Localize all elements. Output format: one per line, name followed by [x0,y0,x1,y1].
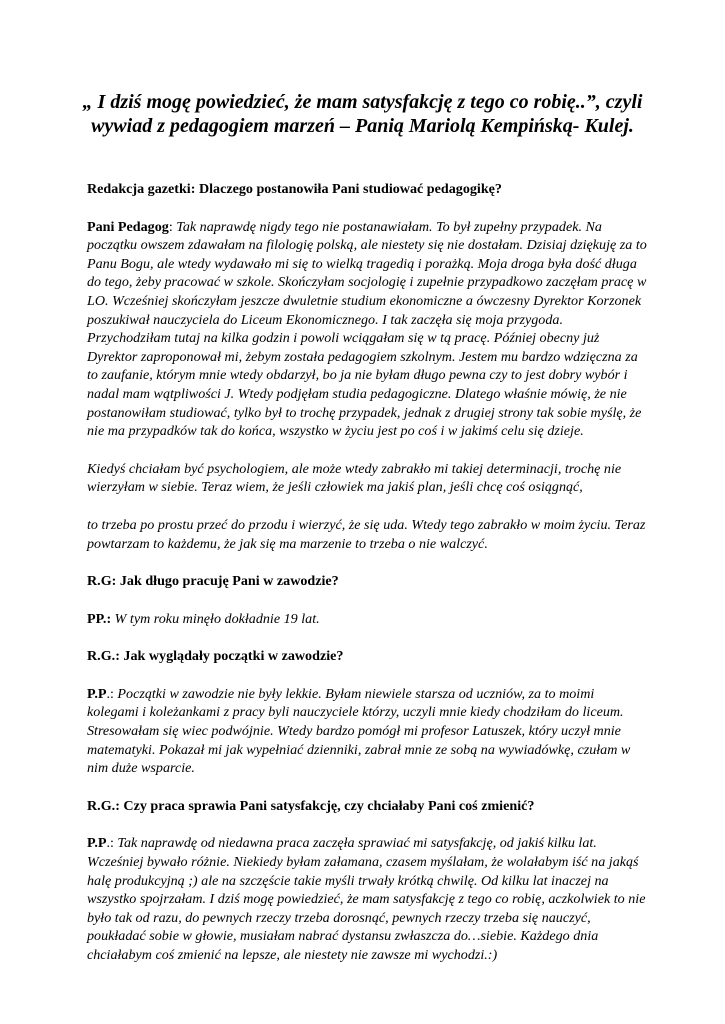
answer-2-speaker: PP.: [87,610,112,627]
answer-2 [87,610,647,629]
question-1: Redakcja gazetki: Dlaczego postanowiła Pani studiować pedagogikę? [87,181,502,197]
question-4: R.G.: Czy praca sprawia Pani satysfakcję, czy chciałaby Pani coś zmienić? [87,797,535,814]
answer-1-speaker: Pani Pedagog [87,218,169,235]
article-title: „ I dziś mogę powiedzieć, że mam satysfakcję z tego co robię..”, czyli wywiad z pedagogiem marzeń – Panią Mariolą Kempińską- Kulej. [82,91,643,137]
answer-4-text: Tak naprawdę od niedawna praca zaczęła sprawiać mi satysfakcję, od jakiś kilku lat. Wcześniej bywało różnie. Niekiedy byłam załamana, czasem myślałam, że wolałabym iść na jakąś halę produkcyjną ;) ale na szczęście takie myśli trwały krótką chwilę. Od kilku lat inaczej na wszystko spojrzałam. I dziś mogę powiedzieć, że mam satysfakcję z tego co robię, aczkolwiek to nie było tak od razu, do pewnych rzeczy trzeba dorosnąć, pewnych rzeczy trzeba się nauczyć, poukładać sobie w głowie, musiałam nabrać dystansu zwłaszcza do…siebie. Każdego dnia chciałabym coś zmienić na lepsze, ale niestety nie zawsze mi wychodzi.:) [87,835,646,963]
answer-4 [87,834,647,964]
answer-4-separator: .: [106,835,118,852]
answer-2-text: W tym roku minęło dokładnie 19 lat. [111,610,320,627]
answer-1-paragraph-2: Kiedyś chciałam być psychologiem, ale może wtedy zabrakło mi takiej determinacji, trochę nie wierzyłam w siebie. Teraz wiem, że jeśli człowiek ma jakiś plan, jeśli chcę coś osiągnąć, [87,460,622,496]
answer-1-separator: : [168,218,177,235]
answer-3-text: Początki w zawodzie nie były lekkie. Byłam niewiele starsza od uczniów, za to moimi kolegami i koleżankami z pracy byli nauczyciele którzy, uczyli mnie kiedy chodziłam do liceum. Stresowałam się wiec podwójnie. Wtedy bardzo pomógł mi profesor Latuszek, który uczył mnie matematyki. Pokazał mi jak wypełniać dzienniki, zabrał mnie ze sobą na wywiadówkę, czułam w nim duże wsparcie. [87,685,631,777]
answer-3 [87,685,647,778]
answer-1 [87,218,647,441]
answer-3-speaker: P.P [87,685,107,702]
answer-1-text: Tak naprawdę nigdy tego nie postanawiałam. To był zupełny przypadek. Na początku owszem zdawałam na filologię polską, ale niestety się nie dostałam. Dzisiaj dziękuję za to Panu Bogu, ale wtedy wydawało mi się to wielką tragedią i porażką. Moja droga była dość długa do tego, żeby pracować w szkole. Skończyłam socjologię i zupełnie przypadkowo zaczęłam pracę w LO. Wcześniej skończyłam jeszcze dwuletnie studium ekonomiczne a ówczesny Dyrektor Korzonek poszukiwał nauczyciela do Liceum Ekonomicznego. I tak zaczęła się moja przygoda. Przychodziłam tutaj na kilka godzin i powoli wciągałam się w tą pracę. Później obecny już Dyrektor zaproponował mi, żebym została pedagogiem szkolnym. Jestem mu bardzo wdzięczna za to zaufanie, którym mnie wtedy obdarzył, bo ja nie byłam długo pewna czy to jest dobry wybór i nadal mam wątpliwości J. Wtedy podjęłam studia pedagogiczne. Dlatego właśnie mówię, że nie postanowiłam studiować, tylko był to trochę przypadek, jednak z drugiej strony tak sobie myślę, że nie ma przypadków tak do końca, wszystko w życiu jest po coś i w jakimś celu się dzieje. [87,218,647,440]
question-2: R.G: Jak długo pracuję Pani w zawodzie? [87,573,339,590]
interview-body [87,180,647,965]
answer-1-paragraph-3: to trzeba po prostu przeć do przodu i wierzyć, że się uda. Wtedy tego zabrakło w moim życiu. Teraz powtarzam to każdemu, że jak się ma marzenie to trzeba o nie walczyć. [87,516,646,552]
answer-3-separator: .: [106,685,118,702]
question-3: R.G.: Jak wyglądały początki w zawodzie? [87,648,344,665]
answer-4-speaker: P.P [87,835,107,852]
